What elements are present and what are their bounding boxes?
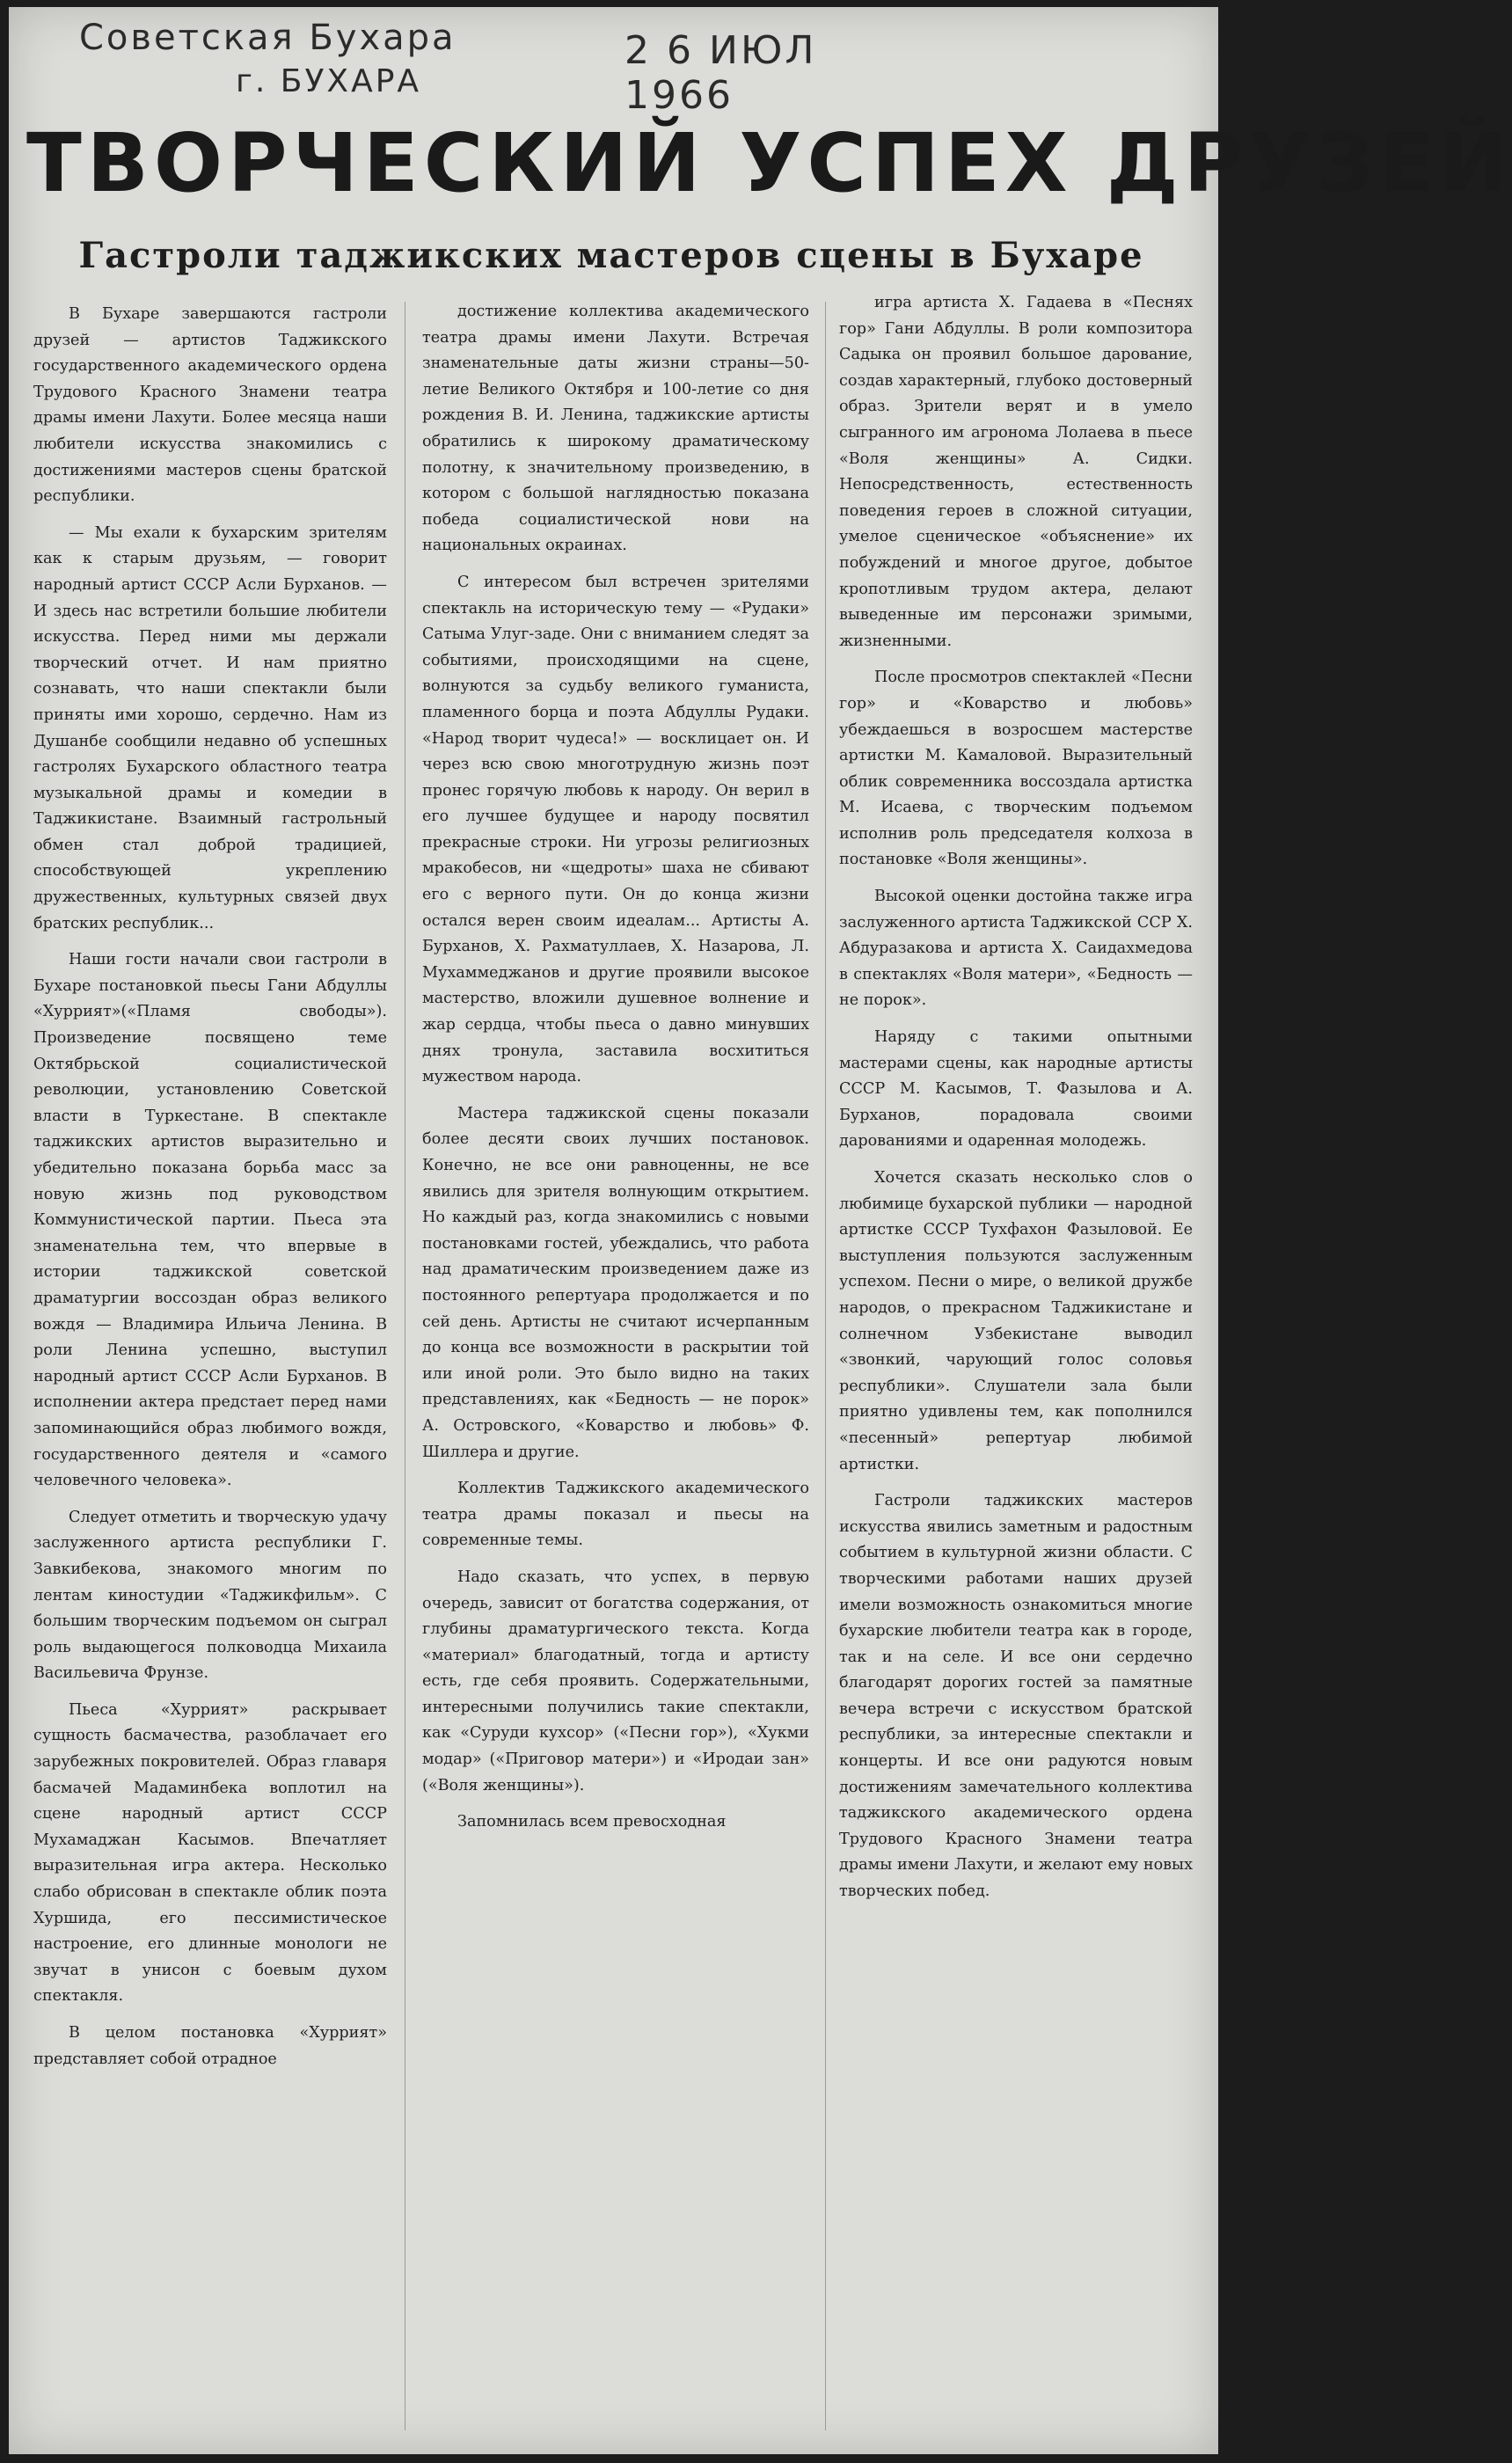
article-paragraph: С интересом был встречен зрителями спектакль на историческую тему — «Рудаки» Сатыма Улуг-заде. Они с вниманием следят за событиями, происходящими на сцене, волнуются за судьбу великого гуманиста, пламенного борца и поэта Абдуллы Рудаки. «Народ творит чудеса!» — восклицает он. И через всю свою многотрудную жизнь поэт пронес горячую любовь к народу. Он верил в его лучшее будущее и народу посвятил прекрасные строки. Ни угрозы религиозных мракобесов, ни «щедроты» шаха не сбивают его с верного пути. Он до конца жизни остался верен своим идеалам... Артисты А. Бурханов, Х. Рахматуллаев, Х. Назарова, Л. Мухаммеджанов и другие проявили высокое мастерство, вложили душевное волнение и жар сердца, чтобы пьеса о давно минувших днях тронула, заставила восхититься мужеством народа. xyxy=(422,573,809,1086)
subheadline: Гастроли таджикских мастеров сцены в Бухаре xyxy=(78,235,1144,276)
article-paragraph: Хочется сказать несколько слов о любимице бухарской публики — народной артистке СССР Тухфахон Фазыловой. Ее выступления пользуются заслуженным успехом. Песни о мире, о великой дружбе народов, о прекрасном Таджикистане и солнечном Узбекистане выводил «звонкий, чарующий голос соловья республики». Слушатели зала были приятно удивлены тем, как пополнился «песенный» репертуар любимой артистки. xyxy=(839,1169,1193,1473)
article-paragraph: — Мы ехали к бухарским зрителям как к старым друзьям, — говорит народный артист СССР Асли Бурханов. — И здесь нас встретили большие любители искусства. Перед ними мы держали творческий отчет. И нам приятно сознавать, что наши спектакли были приняты ими хорошо, сердечно. Нам из Душанбе сообщили недавно об успешных гастролях Бухарского областного театра музыкальной драмы и комедии в Таджикистане. Взаимный гастрольный обмен стал доброй традицией, способствующей укреплению дружественных, культурных связей двух братских республик... xyxy=(33,523,387,932)
headline: ТВОРЧЕСКИЙ УСПЕХ ДРУЗЕЙ xyxy=(26,116,1512,210)
article-paragraph: Следует отметить и творческую удачу заслуженного артиста республики Г. Завкибекова, знакомого многим по лентам киностудии «Таджикфильм». С большим творческим подъемом он сыграл роль выдающегося полководца Михаила Васильевича Фрунзе. xyxy=(33,1508,387,1683)
article-column-2 xyxy=(422,299,809,2437)
article-paragraph: достижение коллектива академического театра драмы имени Лахути. Встречая знаменательные даты жизни страны—50-летие Великого Октября и 100-летие со дня рождения В. И. Ленина, таджикские артисты обратились к широкому драматическому полотну, к значительному произведению, в котором с большой наглядностью показана победа социалистической нови на национальных окраинах. xyxy=(422,303,809,555)
article-paragraph: Пьеса «Хуррият» раскрывает сущность басмачества, разоблачает его зарубежных покровителей. Образ главаря басмачей Мадаминбека воплотил на сцене народный артист СССР Мухамаджан Касымов. Впечатляет выразительная игра актера. Несколько слабо обрисован в спектакле облик поэта Хуршида, его пессимистическое настроение, его длинные монологи не звучат в унисон с боевым духом спектакля. xyxy=(33,1700,387,2006)
article-paragraph: Высокой оценки достойна также игра заслуженного артиста Таджикской ССР Х. Абдуразакова и артиста Х. Саидахмедова в спектаклях «Воля матери», «Бедность — не порок». xyxy=(839,888,1193,1010)
article-paragraph: Наряду с такими опытными мастерами сцены, как народные артисты СССР М. Касымов, Т. Фазылова и А. Бурханов, порадовала своими дарованиями и одаренная молодежь. xyxy=(839,1028,1193,1151)
article-paragraph: В Бухаре завершаются гастроли друзей — артистов Таджикского государственного академического ордена Трудового Красного Знамени театра драмы имени Лахути. Более месяца наши любители искусства знакомились с достижениями мастеров сцены братской республики. xyxy=(33,305,387,506)
article-paragraph: Мастера таджикской сцены показали более десяти своих лучших постановок. Конечно, не все они равноценны, не все явились для зрителя волнующим открытием. Но каждый раз, когда знакомились с новыми постановками гостей, убеждались, что работа над драматическим произведением даже из постоянного репертуара продолжается и по сей день. Артисты не считают исчерпанным до конца все возможности в раскрытии той или иной роли. Это было видно на таких представлениях, как «Бедность — не порок» А. Островского, «Коварство и любовь» Ф. Шиллера и другие. xyxy=(422,1104,809,1461)
article-paragraph: Надо сказать, что успех, в первую очередь, зависит от богатства содержания, от глубины драматургического текста. Когда «материал» благодатный, тогда и артисту есть, где себя проявить. Содержательными, интересными получились такие спектакли, как «Суруди кухсор» («Песни гор»), «Хукми модар» («Приговор матери») и «Иродаи зан» («Воля женщины»). xyxy=(422,1568,809,1794)
article-paragraph: В целом постановка «Хуррият» представляет собой отрадное xyxy=(33,2024,387,2068)
article-paragraph: Запомнилась всем превосходная xyxy=(457,1813,727,1831)
article-paragraph: После просмотров спектаклей «Песни гор» и «Коварство и любовь» убеждаешься в возросшем мастерстве артистки М. Камаловой. Выразительный облик современника воссоздала артистка М. Исаева, с творческим подъемом исполнив роль председателя колхоза в постановке «Воля женщины». xyxy=(839,669,1193,869)
article-paragraph: Наши гости начали свои гастроли в Бухаре постановкой пьесы Гани Абдуллы «Хуррият»(«Пламя свободы»). Произведение посвящено теме Октябрьской социалистической революции, установлению Советской власти в Туркестане. В спектакле таджикских артистов выразительно и убедительно показана борьба масс за новую жизнь под руководством Коммунистической партии. Пьеса эта знаменательна тем, что впервые в истории таджикской советской драматургии воссоздан образ великого вождя — Владимира Ильича Ленина. В роли Ленина успешно, выступил народный артист СССР Асли Бурханов. В исполнении актера предстает перед нами запоминающийся образ любимого вождя, государственного деятеля и «самого человечного человека». xyxy=(33,951,387,1490)
article-paragraph: Гастроли таджикских мастеров искусства явились заметным и радостным событием в культурной жизни области. С творческими работами наших друзей имели возможность ознакомиться многие бухарские любители театра как в городе, так и на селе. И все они сердечно благодарят дорогих гостей за памятные вечера встречи с искусством братской республики, за интересные спектакли и концерты. И все они радуются новым достижениям замечательного коллектива таджикского академического ордена Трудового Красного Знамени театра драмы имени Лахути, и желают ему новых творческих побед. xyxy=(839,1492,1193,1901)
article-column-1 xyxy=(33,302,387,2439)
article-column-3 xyxy=(839,290,1193,2428)
newspaper-stamp xyxy=(79,18,924,118)
article-paragraph: игра артиста Х. Гадаева в «Песнях гор» Гани Абдуллы. В роли композитора Садыка он проявил большое дарование, создав характерный, глубоко достоверный образ. Зрители верят и в умело сыгранного им агронома Лолаева в пьесе «Воля женщины» А. Сидки. Непосредственность, естественность поведения героев в сложной ситуации, умелое сценическое «объяснение» их побуждений и многое другое, добытое кропотливым трудом актера, делают выведенные им персонажи зримыми, жизненными. xyxy=(839,294,1193,650)
stamp-city: г. БУХАРА xyxy=(236,63,422,99)
column-divider xyxy=(825,302,826,2430)
stamp-date: 2 6 ИЮЛ 1966 xyxy=(625,28,817,118)
stamp-paper-name: Советская Бухара xyxy=(79,18,457,58)
article-paragraph: Коллектив Таджикского академического театра драмы показал и пьесы на современные темы. xyxy=(422,1480,809,1550)
newspaper-clipping xyxy=(9,7,1512,2454)
